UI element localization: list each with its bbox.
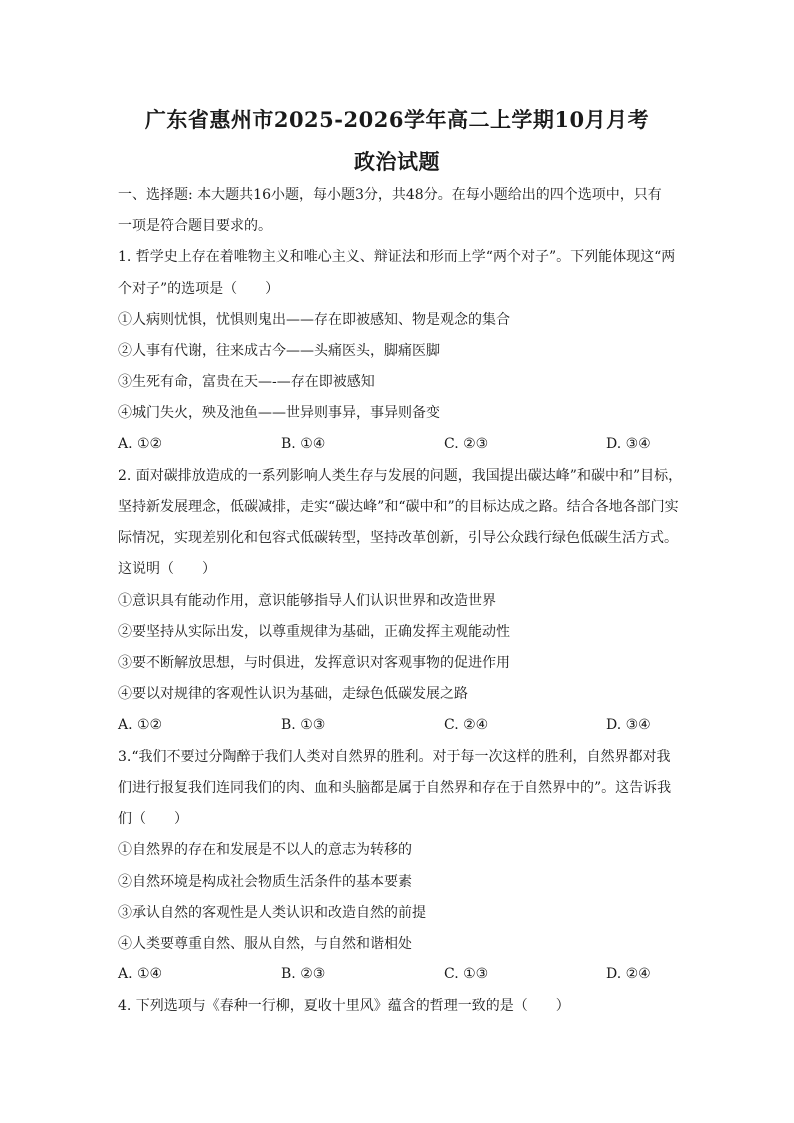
question-2-stem-cont: 这说明（ ） (118, 561, 216, 577)
question-2-options (118, 717, 688, 735)
question-1-item-2: ②人事有代谢，往来成古今——头痛医头，脚痛医脚 (118, 343, 440, 359)
page-subtitle: 政治试题 (354, 149, 440, 174)
question-3-stem-cont: 们进行报复我们连同我们的肉、血和头脑都是属于自然界和存在于自然界中的”。这告诉我 (118, 780, 672, 796)
question-3-item-4: ④人类要尊重自然、服从自然，与自然和谐相处 (118, 936, 412, 952)
option-d: D. ②④ (606, 966, 651, 982)
question-2-stem-cont: 际情况，实现差别化和包容式低碳转型，坚持改革创新，引导公众践行绿色低碳生活方式。 (118, 530, 678, 546)
section-instructions: 一、选择题: 本大题共16小题，每小题3分，共48分。在每小题给出的四个选项中，只有 (118, 187, 662, 203)
question-3-stem-cont: 们（ ） (118, 811, 188, 827)
question-1-options (118, 436, 688, 454)
question-3-item-3: ③承认自然的客观性是人类认识和改造自然的前提 (118, 905, 426, 921)
question-1-item-4: ④城门失火，殃及池鱼——世异则事异，事异则备变 (118, 405, 440, 421)
question-1-item-1: ①人病则忧惧，忧惧则鬼出——存在即被感知、物是观念的集合 (118, 312, 510, 328)
question-2-stem-cont: 坚持新发展理念，低碳减排，走实“碳达峰”和“碳中和”的目标达成之路。结合各地各部门实 (118, 499, 679, 515)
option-d: D. ③④ (606, 717, 651, 733)
question-3-stem: 3.“我们不要过分陶醉于我们人类对自然界的胜利。对于每一次这样的胜利，自然界都对我 (118, 749, 671, 765)
option-c: C. ①③ (444, 966, 489, 982)
question-1-item-3: ③生死有命，富贵在天—-—存在即被感知 (118, 374, 375, 390)
question-1-stem-cont: 个对子”的选项是（ ） (118, 281, 280, 297)
question-3-item-2: ②自然环境是构成社会物质生活条件的基本要素 (118, 874, 412, 890)
option-d: D. ③④ (606, 436, 651, 452)
option-b: B. ②③ (281, 966, 326, 982)
question-1-stem: 1. 哲学史上存在着唯物主义和唯心主义、辩证法和形而上学“两个对子”。下列能体现这“两 (118, 249, 676, 265)
question-2-item-1: ①意识具有能动作用，意识能够指导人们认识世界和改造世界 (118, 593, 496, 609)
question-2-stem: 2. 面对碳排放造成的一系列影响人类生存与发展的问题，我国提出碳达峰”和碳中和”目标， (118, 468, 683, 484)
option-a: A. ①② (118, 436, 163, 452)
question-3-options (118, 966, 688, 984)
question-4-stem: 4. 下列选项与《春种一行柳，夏收十里风》蕴含的哲理一致的是（ ） (118, 998, 570, 1014)
section-instructions-cont: 一项是符合题目要求的。 (118, 218, 272, 234)
page-title: 广东省惠州市2025-2026学年高二上学期10月月考 (144, 107, 650, 132)
question-3-item-1: ①自然界的存在和发展是不以人的意志为转移的 (118, 842, 412, 858)
question-2-item-3: ③要不断解放思想，与时俱进，发挥意识对客观事物的促进作用 (118, 655, 510, 671)
question-2-item-4: ④要以对规律的客观性认识为基础，走绿色低碳发展之路 (118, 686, 468, 702)
option-b: B. ①④ (281, 436, 326, 452)
option-c: C. ②④ (444, 717, 489, 733)
option-b: B. ①③ (281, 717, 326, 733)
option-a: A. ①② (118, 717, 163, 733)
question-2-item-2: ②要坚持从实际出发，以尊重规律为基础，正确发挥主观能动性 (118, 624, 510, 640)
option-c: C. ②③ (444, 436, 489, 452)
option-a: A. ①④ (118, 966, 163, 982)
